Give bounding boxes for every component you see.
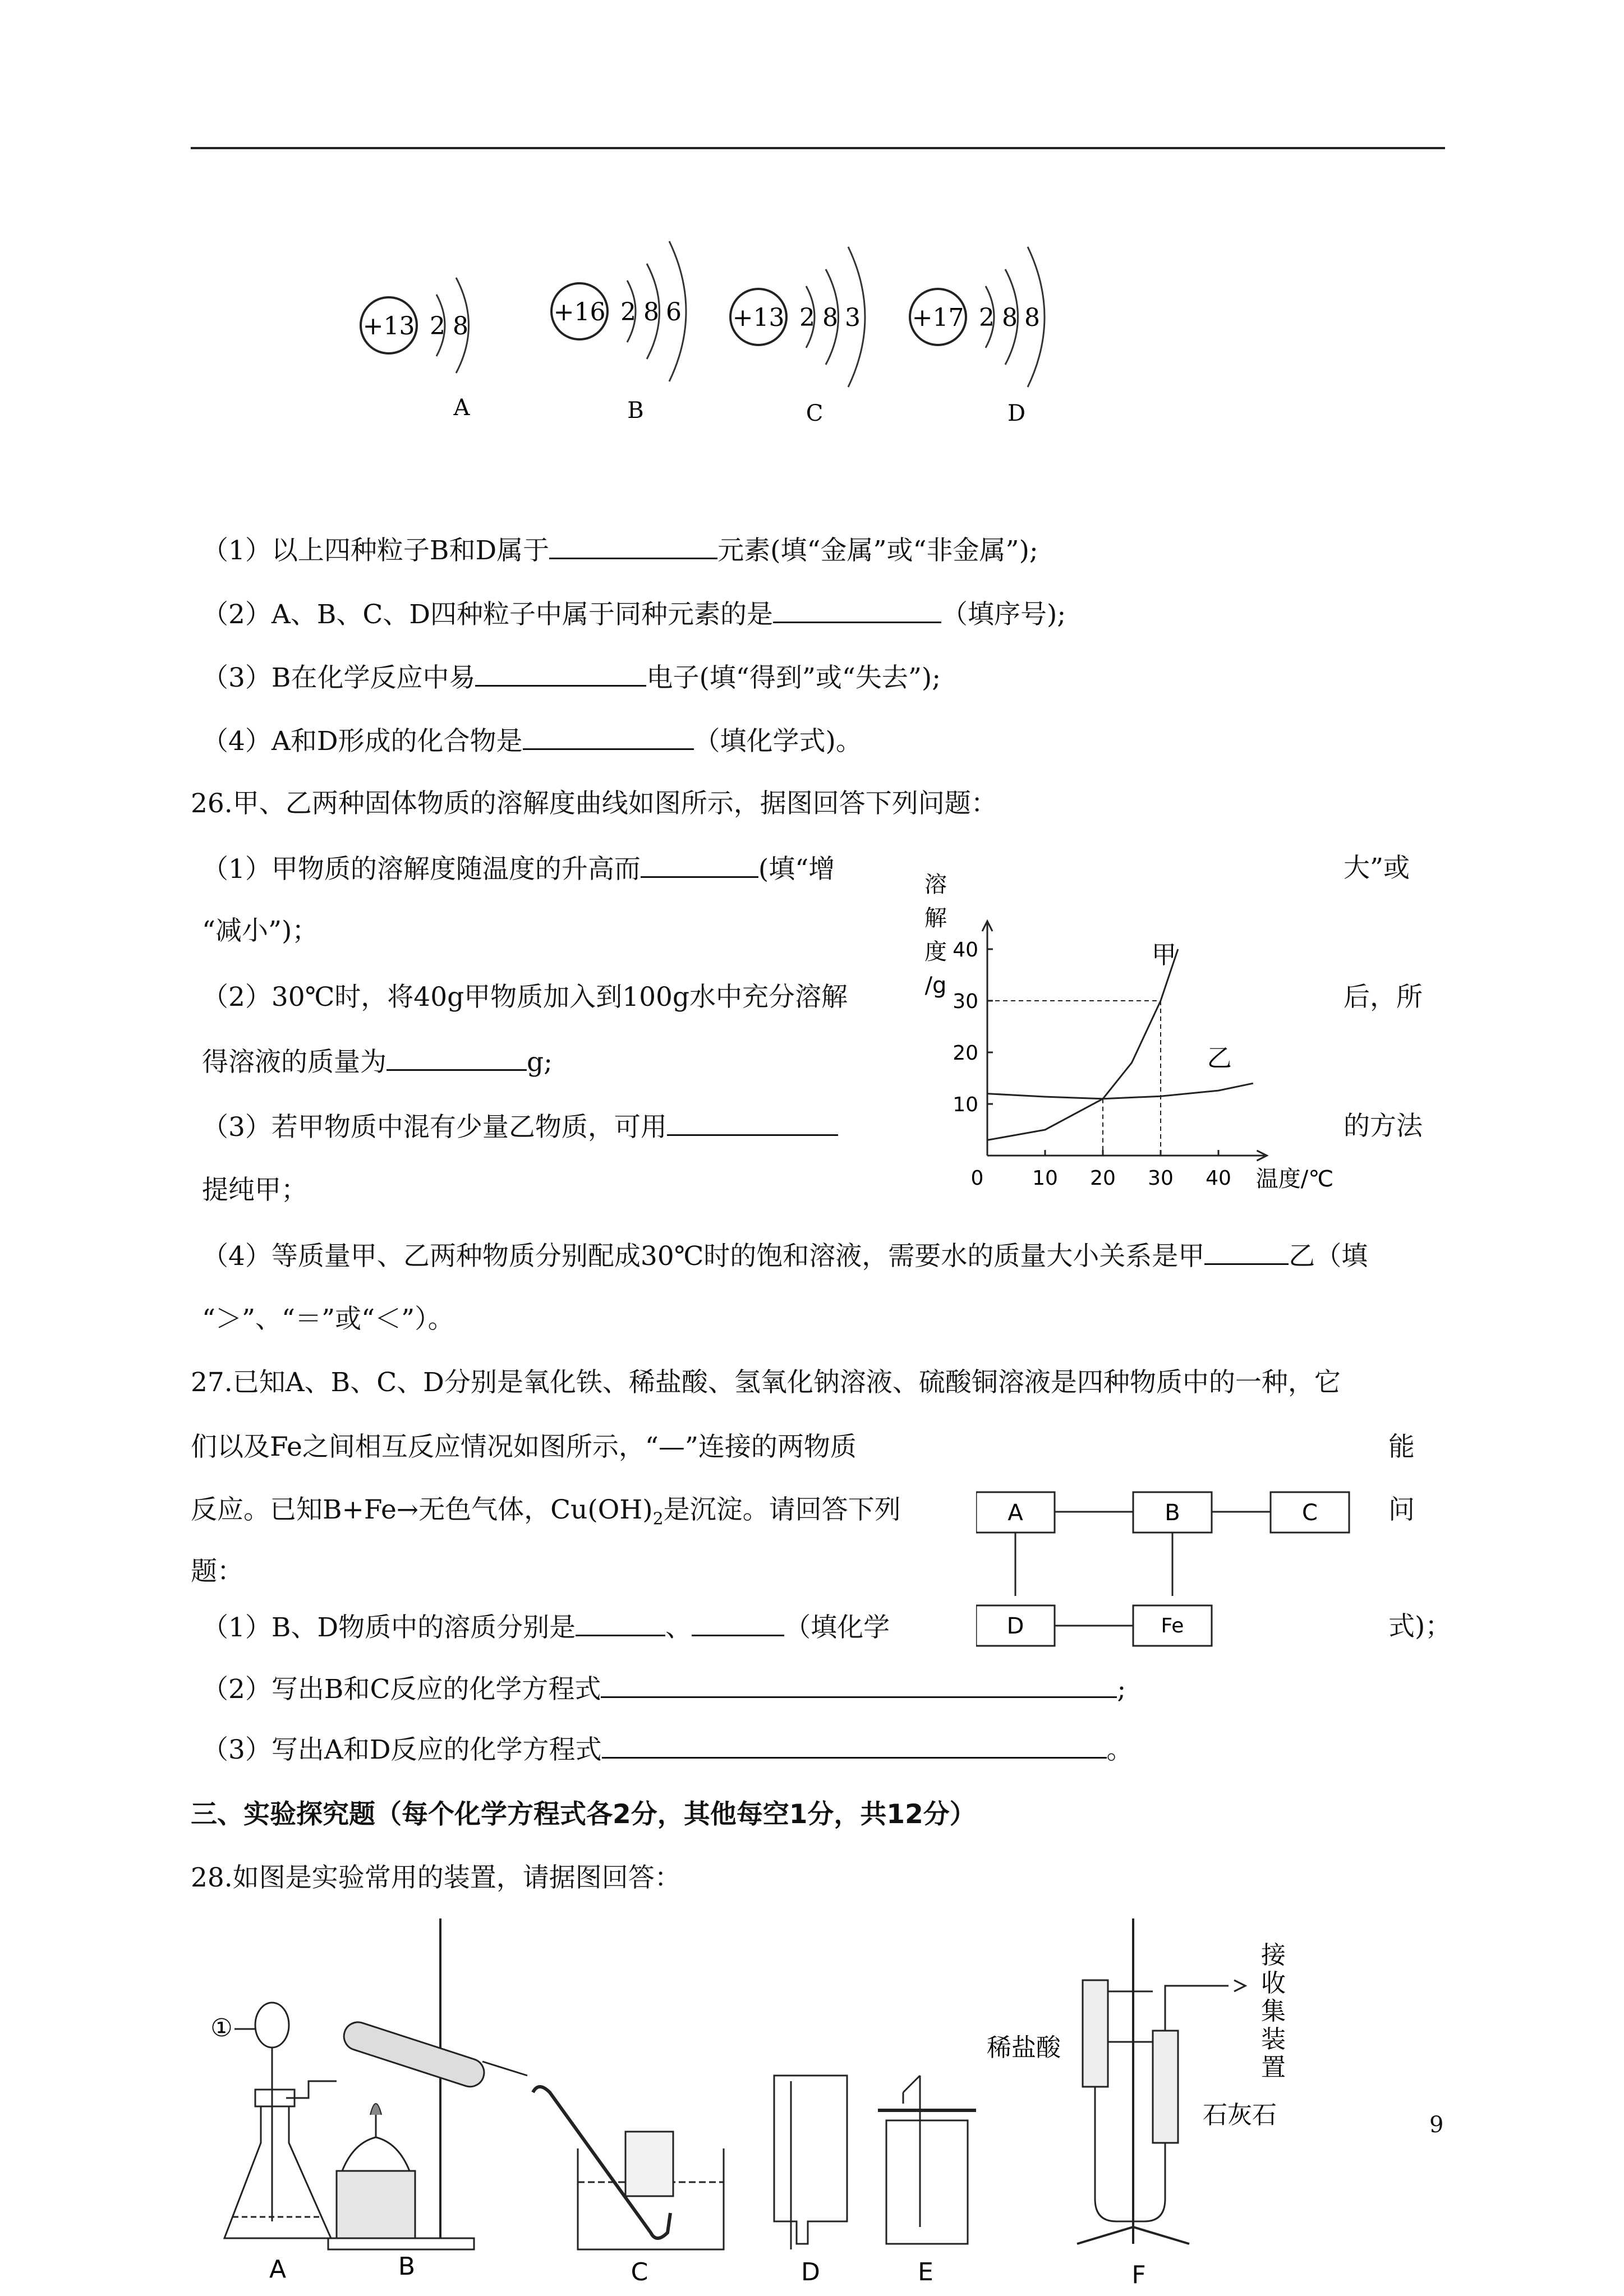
atom-a-shell-1: 2 bbox=[430, 312, 445, 341]
x-tick-label: 20 bbox=[1090, 1167, 1116, 1190]
apparatus-c bbox=[533, 2087, 724, 2286]
q27-line-2: 们以及Fe之间相互反应情况如图所示，“—”连接的两物质 bbox=[191, 1432, 857, 1462]
chart-ylabel-part: /g bbox=[924, 973, 947, 999]
collect-label-5: 置 bbox=[1261, 2053, 1286, 2082]
apparatus-d-label: D bbox=[801, 2258, 820, 2286]
box-b-label: B bbox=[1165, 1500, 1180, 1526]
q26-item-4-cont: “＞”、“＝”或“＜”）。 bbox=[202, 1304, 454, 1335]
q27-line-3-right: 问 bbox=[1388, 1494, 1415, 1525]
chart-axes bbox=[982, 921, 1267, 1161]
q27-item-1-right: 式)； bbox=[1388, 1611, 1452, 1642]
q26-blank-1[interactable] bbox=[641, 852, 758, 878]
apparatus-f-label: F bbox=[1131, 2261, 1146, 2289]
apparatus-a-label: A bbox=[269, 2255, 287, 2284]
apparatus-d bbox=[774, 2076, 847, 2286]
q26-item-3-cont: 提纯甲； bbox=[202, 1175, 307, 1205]
q26-blank-3[interactable] bbox=[667, 1110, 838, 1136]
box-c-label: C bbox=[1302, 1500, 1318, 1526]
apparatus-b-label: B bbox=[398, 2252, 416, 2281]
apparatus-e-label: E bbox=[918, 2258, 933, 2286]
chart-ylabel bbox=[924, 872, 947, 999]
q25-item-1: （1）以上四种粒子B和D属于 元素(填“金属”或“非金属”); bbox=[202, 533, 1038, 568]
series-line-1 bbox=[987, 949, 1178, 1140]
q27-line-1: 27.已知A、B、C、D分别是氧化铁、稀盐酸、氢氧化钠溶液、硫酸铜溶液是四种物质中的一种，它 bbox=[191, 1367, 1341, 1398]
atom-d-shell-1: 2 bbox=[979, 303, 995, 332]
apparatus-a bbox=[210, 2003, 337, 2284]
atom-c-label: C bbox=[806, 401, 823, 426]
q27-line-2-right: 能 bbox=[1388, 1432, 1415, 1462]
header-rule bbox=[191, 147, 1445, 149]
stone-label: 石灰石 bbox=[1203, 2101, 1277, 2129]
collect-label-3: 集 bbox=[1261, 1997, 1286, 2026]
collect-label-2: 收 bbox=[1261, 1969, 1286, 1998]
q26-item-3: （3）若甲物质中混有少量乙物质，可用 bbox=[202, 1110, 838, 1144]
q25-item-2: （2）A、B、C、D四种粒子中属于同种元素的是 （填序号); bbox=[202, 597, 1066, 632]
q26-item-1-right: 大”或 bbox=[1344, 853, 1410, 884]
q26-item-3-right: 的方法 bbox=[1344, 1111, 1423, 1142]
x-tick-label: 40 bbox=[1206, 1167, 1231, 1190]
atom-structure-diagram bbox=[337, 208, 1122, 443]
page-number: 9 bbox=[1429, 2112, 1444, 2138]
q26-blank-2[interactable] bbox=[387, 1045, 527, 1071]
q25-blank-4[interactable] bbox=[523, 724, 694, 750]
q25-item-4: （4）A和D形成的化合物是 （填化学式)。 bbox=[202, 724, 862, 758]
x-tick-label: 30 bbox=[1148, 1167, 1174, 1190]
collect-label-1: 接 bbox=[1261, 1941, 1286, 1970]
q27-item-1: （1）B、D物质中的溶质分别是 、 （填化学 bbox=[202, 1610, 890, 1645]
q27-blank-2[interactable] bbox=[692, 1610, 784, 1636]
chart-ylabel-part: 解 bbox=[924, 905, 947, 931]
q25-blank-2[interactable] bbox=[773, 597, 941, 623]
series-name-1: 甲 bbox=[1151, 941, 1176, 969]
y-tick-label: 20 bbox=[953, 1042, 978, 1065]
q26-blank-4[interactable] bbox=[1204, 1239, 1289, 1265]
atom-a-label: A bbox=[453, 395, 470, 421]
q26-item-2: （2）30℃时，将40g甲物质加入到100g水中充分溶解 bbox=[202, 982, 848, 1013]
solubility-chart bbox=[920, 853, 1335, 1200]
series-name-2: 乙 bbox=[1207, 1044, 1232, 1073]
q25-item-3: （3）B在化学反应中易 电子(填“得到”或“失去”); bbox=[202, 660, 941, 695]
apparatus-e bbox=[878, 2076, 976, 2286]
atom-b-shell-2: 8 bbox=[643, 298, 659, 326]
q26-item-4: （4）等质量甲、乙两种物质分别配成30℃时的饱和溶液，需要水的质量大小关系是甲 乙（填 bbox=[202, 1239, 1368, 1273]
apparatus-figure bbox=[191, 1907, 1341, 2289]
box-d-label: D bbox=[1006, 1613, 1024, 1639]
atom-b bbox=[551, 241, 686, 424]
atom-d-shell-3: 8 bbox=[1024, 303, 1040, 332]
chart-ylabel-part: 溶 bbox=[924, 872, 947, 898]
q25-blank-1[interactable] bbox=[549, 533, 717, 559]
q27-blank-3[interactable] bbox=[601, 1672, 1117, 1698]
apparatus-f bbox=[987, 1918, 1286, 2289]
q27-item-2: （2）写出B和C反应的化学方程式 ; bbox=[202, 1672, 1126, 1706]
atom-c-shell-3: 3 bbox=[845, 303, 861, 332]
section-3-heading: 三、实验探究题（每个化学方程式各2分，其他每空1分，共12分） bbox=[191, 1799, 976, 1830]
reaction-diagram bbox=[976, 1481, 1369, 1660]
y-tick-label: 10 bbox=[953, 1093, 978, 1116]
atom-a bbox=[361, 278, 471, 421]
x-tick-label: 10 bbox=[1032, 1167, 1058, 1190]
chart-ticks bbox=[953, 938, 1231, 1190]
q27-line-4: 题： bbox=[191, 1556, 243, 1587]
atom-c-shell-2: 8 bbox=[822, 303, 838, 332]
atom-a-nucleus: +13 bbox=[362, 312, 415, 341]
box-fe-label: Fe bbox=[1161, 1614, 1184, 1637]
x-tick-label: 0 bbox=[970, 1167, 984, 1190]
collect-label-4: 装 bbox=[1261, 2025, 1286, 2054]
q27-blank-4[interactable] bbox=[602, 1732, 1107, 1759]
series-line-2 bbox=[987, 1083, 1253, 1099]
atom-b-label: B bbox=[627, 398, 644, 424]
apparatus-b bbox=[328, 1918, 527, 2281]
q26-item-2-right: 后，所 bbox=[1344, 982, 1423, 1013]
acid-label: 稀盐酸 bbox=[987, 2033, 1061, 2062]
q27-line-3: 反应。已知B+Fe→无色气体，$Cu(OH)_2$是沉淀。请回答下列 bbox=[191, 1494, 901, 1529]
box-a-label: A bbox=[1007, 1500, 1023, 1526]
q26-stem: 26.甲、乙两种固体物质的溶解度曲线如图所示，据图回答下列问题： bbox=[191, 788, 997, 819]
q26-item-2-cont: 得溶液的质量为 g; bbox=[202, 1045, 553, 1079]
q28-stem: 28.如图是实验常用的装置，请据图回答： bbox=[191, 1862, 681, 1893]
q25-blank-3[interactable] bbox=[475, 660, 646, 687]
atom-c-nucleus: +13 bbox=[732, 303, 785, 332]
atom-b-shell-1: 2 bbox=[620, 298, 636, 326]
atom-b-nucleus: +16 bbox=[553, 298, 606, 326]
atom-a-shell-2: 8 bbox=[453, 312, 468, 341]
q27-blank-1[interactable] bbox=[576, 1610, 665, 1636]
y-tick-label: 30 bbox=[953, 990, 978, 1013]
atom-d bbox=[910, 247, 1045, 426]
chart-series bbox=[987, 941, 1253, 1140]
atom-b-shell-3: 6 bbox=[666, 298, 682, 326]
funnel-marker: ① bbox=[210, 2014, 233, 2042]
q26-item-1: （1）甲物质的溶解度随温度的升高而 (填“增 bbox=[202, 852, 835, 886]
y-tick-label: 40 bbox=[953, 938, 978, 961]
chart-ylabel-part: 度 bbox=[924, 939, 947, 965]
chart-xlabel: 温度/℃ bbox=[1255, 1166, 1334, 1192]
atom-c bbox=[730, 247, 865, 426]
atom-d-label: D bbox=[1007, 401, 1026, 426]
atom-d-nucleus: +17 bbox=[912, 303, 964, 332]
q27-item-3: （3）写出A和D反应的化学方程式 。 bbox=[202, 1732, 1133, 1767]
atom-c-shell-1: 2 bbox=[799, 303, 815, 332]
q26-item-1-cont: “减小”)； bbox=[202, 915, 319, 946]
apparatus-c-label: C bbox=[631, 2258, 648, 2286]
atom-d-shell-2: 8 bbox=[1002, 303, 1018, 332]
